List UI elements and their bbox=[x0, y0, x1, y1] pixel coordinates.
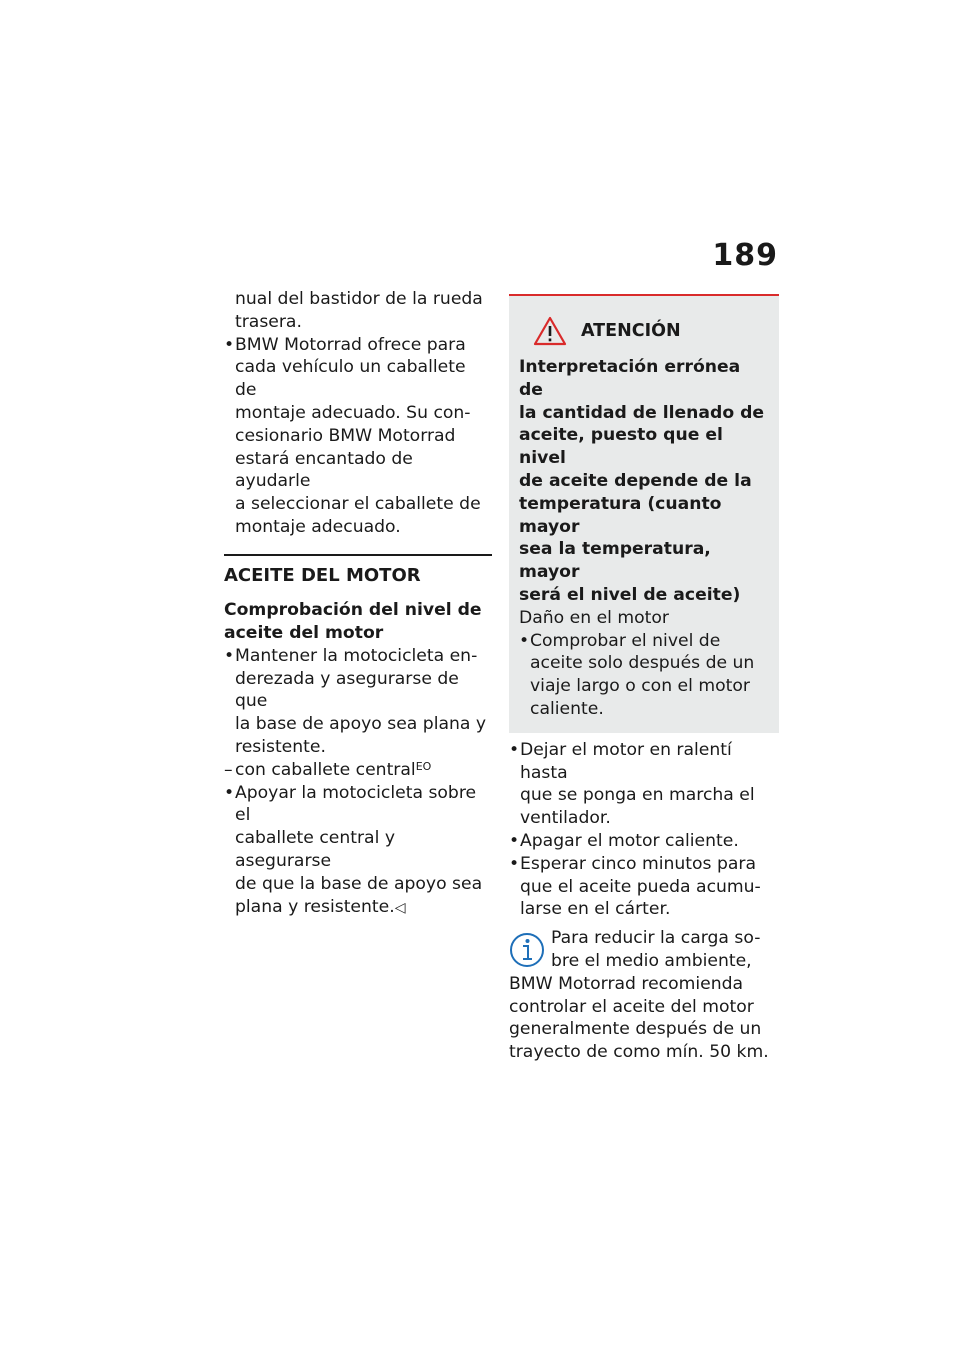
warning-triangle-icon bbox=[533, 316, 567, 346]
warning-consequence: Daño en el motor bbox=[519, 607, 669, 628]
option-badge: EO bbox=[415, 759, 432, 773]
warning-action: • Comprobar el nivel de aceite solo después de un viaje largo o con el motor caliente. bbox=[519, 630, 769, 721]
info-icon bbox=[509, 931, 545, 969]
list-item: • BMW Motorrad ofrece para cada vehículo un caballete de montaje adecuado. Su con- cesionario BMW Motorrad estará encantado de ayudarle a seleccionar el caballete de montaje adecuado. bbox=[224, 334, 492, 539]
list-item: • Mantener la motocicleta en- derezada y asegurarse de que la base de apoyo sea plana y resistente. bbox=[224, 645, 492, 759]
section-title: ACEITE DEL MOTOR bbox=[224, 564, 421, 586]
warning-header bbox=[533, 316, 769, 346]
end-of-section-icon: ◁ bbox=[394, 899, 406, 916]
condition-item: – con caballete central$^{EO}$ bbox=[224, 759, 492, 782]
warning-title: ATENCIÓN bbox=[581, 320, 681, 341]
warning-hazard: Interpretación errónea de la cantidad de llenado de aceite, puesto que el nivel de aceite depende de la temperatura (cuanto mayor sea la temperatura, mayor será el nivel de aceite) bbox=[519, 357, 765, 605]
continued-text: nual del bastidor de la rueda trasera. bbox=[235, 289, 483, 332]
right-column bbox=[509, 294, 779, 1064]
section-divider bbox=[224, 554, 492, 556]
info-note: Para reducir la carga so- bre el medio ambiente, BMW Motorrad recomienda controlar el aceite del motor generalmente después de un trayecto de como mín. 50 km. bbox=[509, 928, 769, 1063]
subsection-title: Comprobación del nivel de aceite del motor bbox=[224, 599, 482, 643]
warning-box bbox=[509, 294, 779, 733]
list-item: • Dejar el motor en ralentí hasta que se ponga en marcha el ventilador. bbox=[509, 739, 779, 830]
list-item: • Apagar el motor caliente. bbox=[509, 830, 779, 853]
left-column bbox=[224, 288, 492, 919]
list-item: • Esperar cinco minutos para que el aceite pueda acumu- larse en el cárter. bbox=[509, 853, 779, 921]
page-number: 189 bbox=[712, 238, 778, 273]
list-item: • Apoyar la motocicleta sobre el caballete central y asegurarse de que la base de apoyo sea plana y resistente.◁ bbox=[224, 782, 492, 920]
